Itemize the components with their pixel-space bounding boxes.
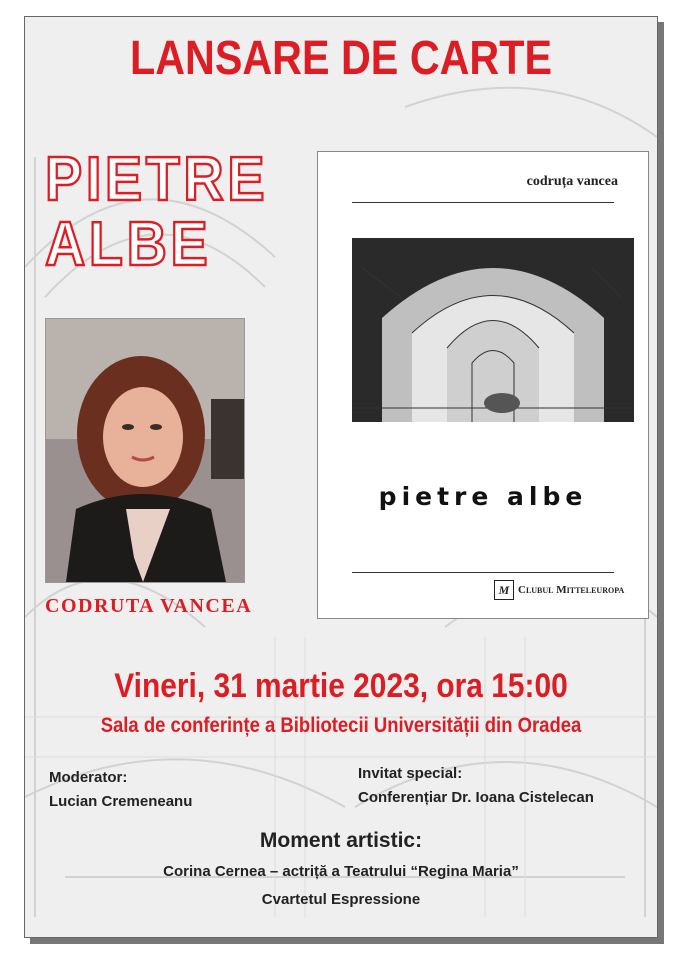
book-title-line-1: PIETRE — [45, 145, 269, 214]
author-name: CODRUTA VANCEA — [45, 595, 253, 617]
event-venue: Sala de conferințe a Bibliotecii Universității din Oradea — [100, 714, 582, 737]
cover-author: codruța vancea — [526, 174, 618, 189]
moderator-name: Lucian Cremeneanu — [49, 793, 193, 810]
event-poster — [24, 16, 658, 938]
cover-divider-bottom — [352, 572, 614, 573]
guest-label: Invitat special: — [358, 765, 463, 782]
author-photo — [45, 318, 245, 583]
cover-publisher — [494, 580, 624, 600]
cover-engraving — [352, 238, 634, 422]
artistic-line-2: Cvartetul Espressione — [261, 891, 421, 908]
guest-name: Conferențiar Dr. Ioana Cistelecan — [358, 789, 594, 806]
artistic-heading: Moment artistic: — [259, 829, 423, 852]
publisher-logo-icon: M — [494, 580, 514, 600]
event-title: LANSARE DE CARTE — [130, 32, 552, 85]
cover-title: pietre albe — [378, 482, 588, 511]
book-title-line-2: ALBE — [45, 210, 212, 279]
publisher-name: Clubul Mitteleuropa — [518, 584, 625, 596]
artistic-line-1: Corina Cernea – actriță a Teatrului “Regina Maria” — [163, 863, 519, 880]
moderator-label: Moderator: — [49, 769, 128, 786]
book-cover — [317, 151, 649, 619]
event-date-time: Vineri, 31 martie 2023, ora 15:00 — [114, 667, 568, 705]
cover-divider-top — [352, 202, 614, 203]
